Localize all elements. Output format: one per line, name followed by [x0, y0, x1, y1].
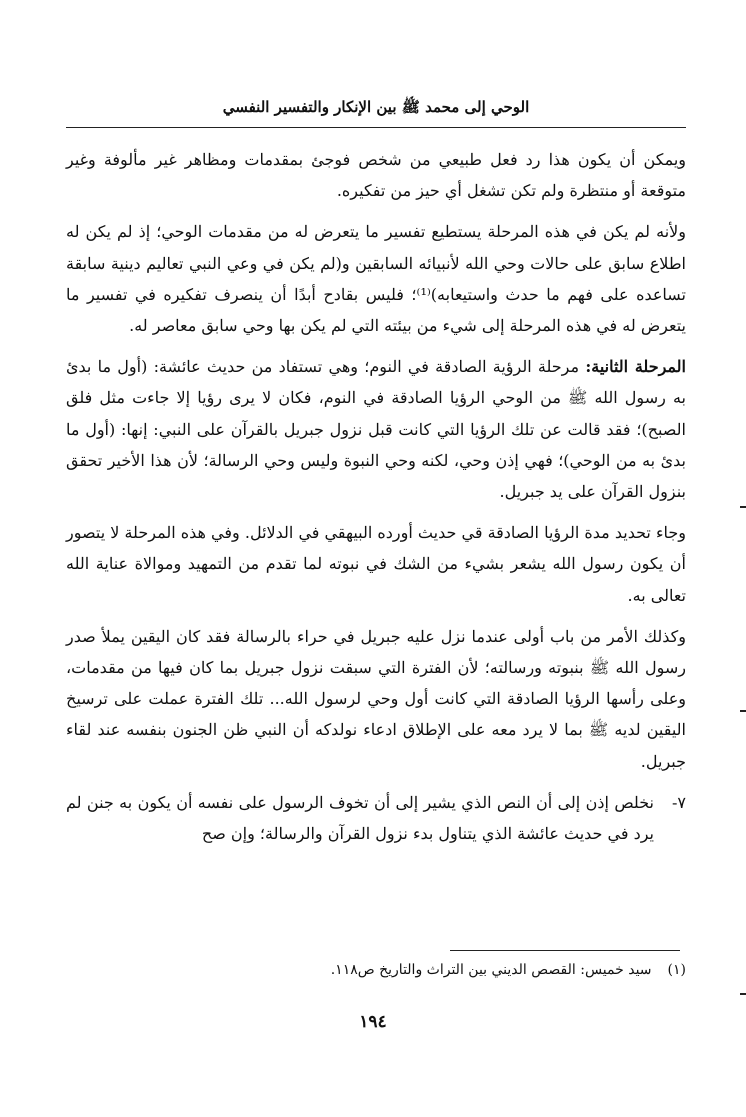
- paragraph-text: ولأنه لم يكن في هذه المرحلة يستطيع تفسير ما يتعرض له من مقدمات الوحي؛ إذ لم يكن له اطلاع سابق على حالات وحي الله لأنبيائه السابقين و(لم يكن في وعي النبي تعاليم دينية سابقة تساعده على فهم ما حدث واستيعابه)⁽¹⁾؛ فليس بقادح أبدًا أن ينصرف تفكيره في تفسير ما يتعرض له في هذه المرحلة إلى شيء من بيئته التي لم يكن بها وحي سابق معاصر له.: [66, 222, 687, 336]
- paragraph-5: [66, 621, 686, 777]
- scan-margin-mark: [740, 993, 746, 995]
- paragraph-3: [66, 351, 686, 507]
- footnote-rule: [450, 950, 680, 951]
- paragraph-text: ويمكن أن يكون هذا رد فعل طبيعي من شخص فوجئ بمقدمات ومظاهر غير مألوفة وغير متوقعة أو منتظرة ولم تكن تشغل أي حيز من تفكيره.: [66, 150, 686, 201]
- header-rule: [66, 127, 686, 128]
- body-text: [66, 144, 686, 849]
- footnote: [66, 958, 686, 982]
- running-header: الوحي إلى محمد ﷺ بين الإنكار والتفسير النفسي: [222, 98, 530, 116]
- numbered-item: [66, 787, 686, 849]
- footnote-text: سيد خميس: القصص الديني بين التراث والتاريخ ص١١٨.: [330, 962, 652, 978]
- paragraph-2: [66, 216, 686, 341]
- item-text: نخلص إذن إلى أن النص الذي يشير إلى أن تخوف الرسول على نفسه أن يكون به جنن لم يرد في حديث عائشة الذي يتناول بدء نزول القرآن والرسالة؛ وإن صح: [66, 792, 654, 844]
- scan-margin-mark: [740, 506, 746, 508]
- page-number: ١٩٤: [359, 1012, 387, 1032]
- footnote-number: (١): [667, 962, 686, 978]
- paragraph-4: [66, 517, 686, 611]
- paragraph-text: وكذلك الأمر من باب أولى عندما نزل عليه جبريل في حراء بالرسالة فقد كان اليقين يملأ صدر رسول الله ﷺ بنبوته ورسالته؛ لأن الفترة التي سبقت نزول جبريل بما كان فيها من مقدمات، وعلى رأسها الرؤيا الصادقة التي كانت أول وحي لرسول الله... تلك الفترة عملت على ترسيخ اليقين لديه ﷺ بما لا يرد معه على الإطلاق ادعاء نولدكه أن النبي ظن الجنون بنفسه عند لقاء جبريل.: [66, 626, 687, 771]
- scan-margin-mark: [740, 710, 746, 712]
- paragraph-lead: المرحلة الثانية:: [585, 357, 687, 377]
- paragraph-text: وجاء تحديد مدة الرؤيا الصادقة قي حديث أورده البيهقي في الدلائل. وفي هذه المرحلة لا يتصور أن يكون رسول الله يشعر بشيء من الشك في نبوته لما تقدم من التمهيد وموالاة عناية الله تعالى به.: [66, 523, 686, 605]
- item-number: ٧-: [672, 792, 686, 812]
- paragraph-1: [66, 144, 686, 206]
- paragraph-text: مرحلة الرؤية الصادقة في النوم؛ وهي تستفاد من حديث عائشة: (أول ما بدئ به رسول الله ﷺ من الوحي الرؤيا الصادقة في النوم، فكان لا يرى رؤيا إلا جاءت مثل فلق الصبح)؛ فقد قالت عن تلك الرؤيا التي كانت قبل نزول جبريل بالقرآن على النبي: إنها: (أول ما بدئ به من الوحي)؛ فهي إذن وحي، لكنه وحي النبوة وليس وحي الرسالة؛ لأن هذا الأخير تحقق بنزول القرآن على يد جبريل.: [66, 357, 686, 502]
